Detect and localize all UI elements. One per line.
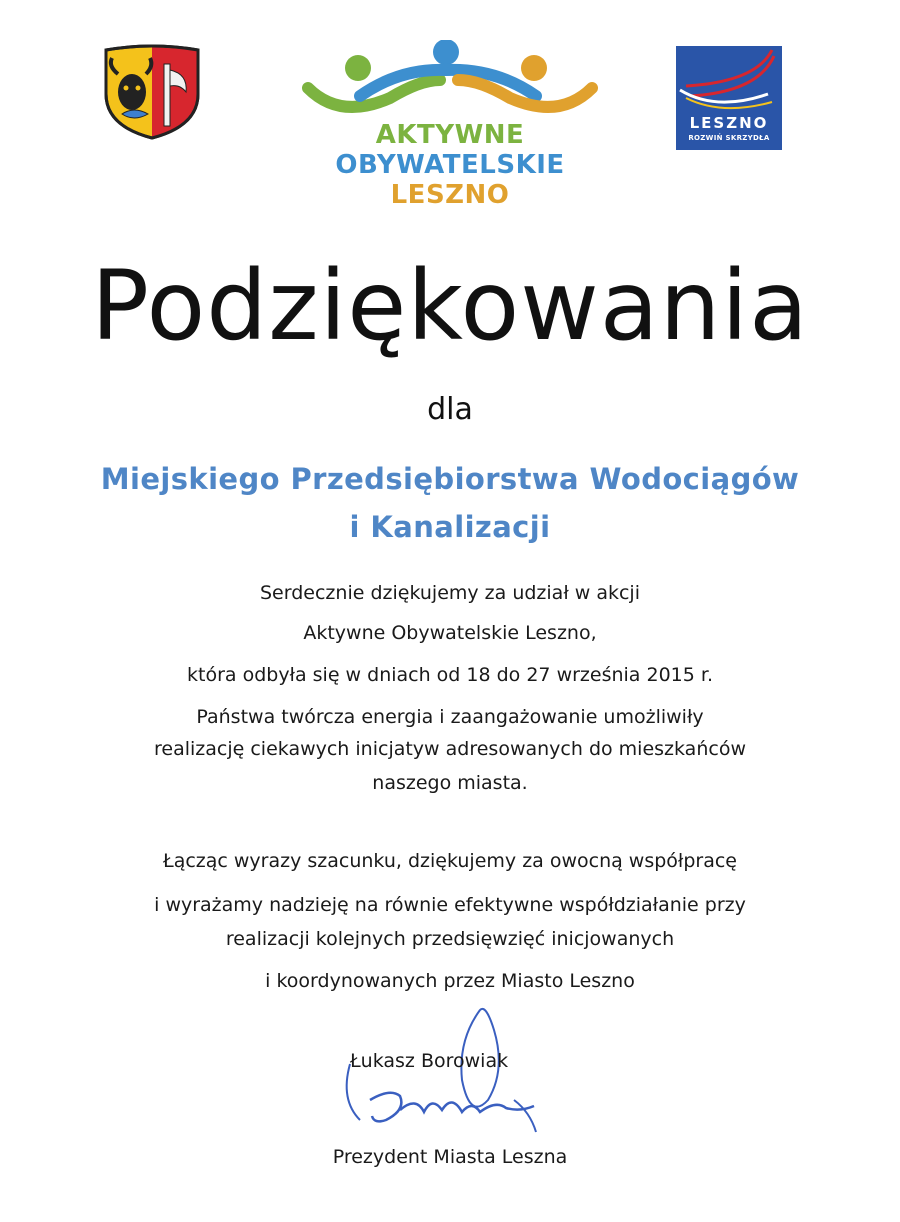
- recipient-line-1: Miejskiego Przedsiębiorstwa Wodociągów: [100, 462, 800, 496]
- signer-position: Prezydent Miasta Leszna: [332, 1146, 568, 1168]
- aol-line-1: AKTYWNE: [375, 120, 525, 150]
- figures-icon: [300, 40, 600, 130]
- for-word: dla: [427, 392, 473, 427]
- leszno-brand-tagline: ROZWIŃ SKRZYDŁA: [688, 134, 770, 142]
- body-line: realizację ciekawych inicjatyw adresowanych do mieszkańców: [154, 738, 746, 760]
- aol-line-2: OBYWATELSKIE: [335, 150, 565, 180]
- body-line: Aktywne Obywatelskie Leszno,: [303, 622, 597, 644]
- page-title: Podziękowania: [91, 250, 809, 362]
- aktywne-obywatelskie-leszno-logo: [300, 40, 600, 210]
- leszno-coat-of-arms-icon: [100, 44, 204, 140]
- body-line: naszego miasta.: [372, 772, 528, 794]
- recipient-line-2: i Kanalizacji: [349, 510, 551, 544]
- wings-icon: [676, 46, 782, 114]
- body-line: Państwa twórcza energia i zaangażowanie umożliwiły: [196, 706, 704, 728]
- body-line: i wyrażamy nadzieję na równie efektywne współdziałanie przy: [154, 894, 746, 916]
- body-line: Łącząc wyrazy szacunku, dziękujemy za owocną współpracę: [163, 850, 737, 872]
- body-line: Serdecznie dziękujemy za udział w akcji: [260, 582, 640, 604]
- leszno-brand-logo: [676, 46, 782, 150]
- body-line: realizacji kolejnych przedsięwzięć inicjowanych: [225, 928, 675, 950]
- body-line: i koordynowanych przez Miasto Leszno: [265, 970, 635, 992]
- aol-line-3: LESZNO: [390, 180, 510, 210]
- leszno-brand-name: LESZNO: [689, 114, 769, 132]
- body-line: która odbyła się w dniach od 18 do 27 września 2015 r.: [187, 664, 713, 686]
- signer-name: Łukasz Borowiak: [350, 1050, 509, 1072]
